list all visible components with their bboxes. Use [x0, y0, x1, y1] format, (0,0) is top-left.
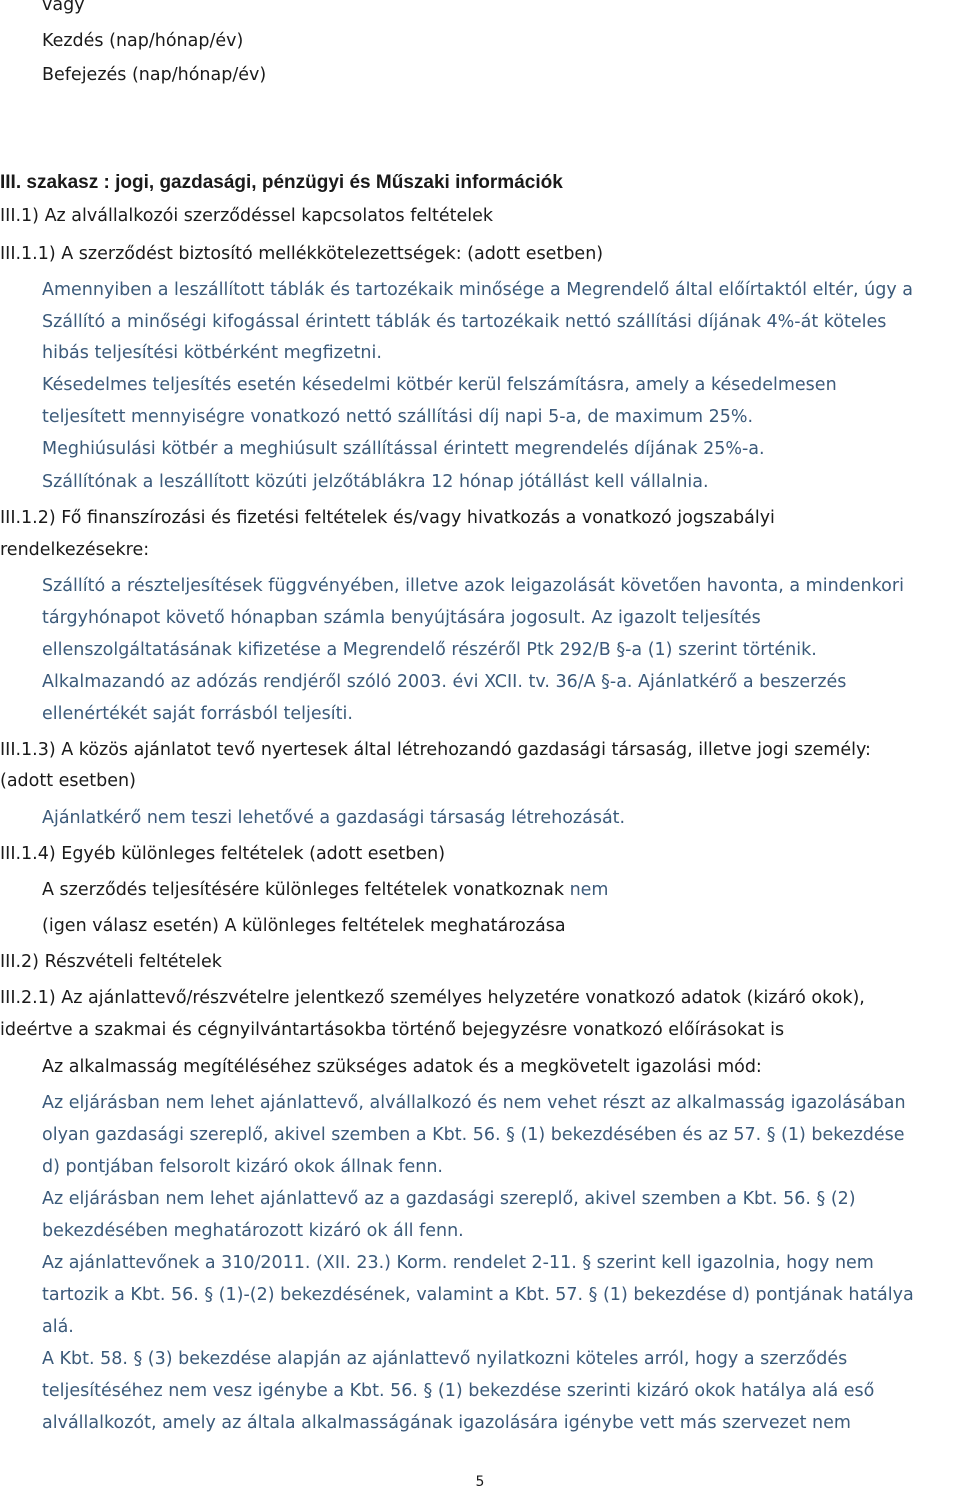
text-fragment: A szerződés teljesítésére különleges feltételek vonatkoznak — [42, 880, 564, 900]
text-line: Az eljárásban nem lehet ajánlattevő, alvállalkozó és nem vehet részt az alkalmasság igazolásában — [42, 1093, 906, 1113]
text-line: alvállalkozót, amely az általa alkalmasságának igazolására igénybe vett más szervezet nem — [42, 1413, 851, 1433]
text-line: Szállító a részteljesítések függvényében, illetve azok leigazolását követően havonta, a mindenkori — [42, 576, 904, 596]
subsection-heading: rendelkezésekre: — [0, 540, 150, 560]
text-line: Késedelmes teljesítés esetén késedelmi kötbér kerül felszámításra, amely a késedelmesen — [42, 375, 837, 395]
subsection-heading: III.1.1) A szerződést biztosító mellékkötelezettségek: (adott esetben) — [0, 244, 604, 264]
text-line: Szállítónak a leszállított közúti jelzőtáblákra 12 hónap jótállást kell vállalnia. — [42, 472, 709, 492]
text-line: Alkalmazandó az adózás rendjéről szóló 2003. évi XCII. tv. 36/A §-a. Ajánlatkérő a beszerzés — [42, 672, 847, 692]
text-line: hibás teljesítési kötbérként megfizetni. — [42, 343, 382, 363]
text-line: Szállító a minőségi kifogással érintett táblák és tartozékaik nettó szállítási díjának 4%-át köteles — [42, 312, 887, 332]
text-line: ellenszolgáltatásának kifizetése a Megrendelő részéről Ptk 292/B §-a (1) szerint történik. — [42, 640, 817, 660]
text-line: teljesítéséhez nem vesz igénybe a Kbt. 56. § (1) bekezdése szerinti kizáró okok hatálya alá eső — [42, 1381, 875, 1401]
text-line: Befejezés (nap/hónap/év) — [42, 65, 267, 85]
text-line: A Kbt. 58. § (3) bekezdése alapján az ajánlattevő nyilatkozni köteles arról, hogy a szerződés — [42, 1349, 848, 1369]
text-line: olyan gazdasági szereplő, akivel szemben a Kbt. 56. § (1) bekezdésében és az 57. § (1) bekezdése — [42, 1125, 905, 1145]
text-line: vagy — [42, 0, 85, 15]
text-line: bekezdésében meghatározott kizáró ok áll fenn. — [42, 1221, 464, 1241]
text-line: d) pontjában felsorolt kizáró okok állnak fenn. — [42, 1157, 443, 1177]
text-line: alá. — [42, 1317, 74, 1337]
subsection-heading: III.1.3) A közös ajánlatot tevő nyertesek által létrehozandó gazdasági társaság, illetve jogi személy: — [0, 740, 871, 760]
subsection-heading: (adott esetben) — [0, 771, 136, 791]
text-line — [42, 882, 608, 900]
subsection-heading: III.1) Az alvállalkozói szerződéssel kapcsolatos feltételek — [0, 206, 494, 226]
subsection-heading: ideértve a szakmai és cégnyilvántartásokba történő bejegyzésre vonatkozó előírásokat is — [0, 1020, 785, 1040]
text-line: tartozik a Kbt. 56. § (1)-(2) bekezdésének, valamint a Kbt. 57. § (1) bekezdése d) pontjának hatálya — [42, 1285, 914, 1305]
text-line: teljesített mennyiségre vonatkozó nettó szállítási díj napi 5-a, de maximum 25%. — [42, 407, 754, 427]
subsection-heading: III.1.2) Fő finanszírozási és fizetési feltételek és/vagy hivatkozás a vonatkozó jogszabályi — [0, 508, 775, 528]
text-line: Ajánlatkérő nem teszi lehetővé a gazdasági társaság létrehozását. — [42, 808, 626, 828]
text-line: tárgyhónapot követő hónapban számla benyújtására jogosult. Az igazolt teljesítés — [42, 608, 761, 628]
text-line: Kezdés (nap/hónap/év) — [42, 31, 244, 51]
text-line: (igen válasz esetén) A különleges feltételek meghatározása — [42, 916, 566, 936]
text-line: Amennyiben a leszállított táblák és tartozékaik minősége a Megrendelő által előírtaktól eltér, úgy a — [42, 280, 914, 300]
page-number: 5 — [475, 1474, 485, 1490]
section-heading: III. szakasz : jogi, gazdasági, pénzügyi és Műszaki információk — [0, 172, 563, 193]
subsection-heading: III.2.1) Az ajánlattevő/részvételre jelentkező személyes helyzetére vonatkozó adatok (kizáró okok), — [0, 988, 865, 1008]
text-line: Az alkalmasság megítéléséhez szükséges adatok és a megkövetelt igazolási mód: — [42, 1057, 762, 1077]
answer-value: nem — [569, 880, 609, 900]
text-line: ellenértékét saját forrásból teljesíti. — [42, 704, 353, 724]
subsection-heading: III.2) Részvételi feltételek — [0, 952, 222, 972]
subsection-heading: III.1.4) Egyéb különleges feltételek (adott esetben) — [0, 844, 446, 864]
text-line: Meghiúsulási kötbér a meghiúsult szállítással érintett megrendelés díjának 25%-a. — [42, 439, 765, 459]
text-line: Az ajánlattevőnek a 310/2011. (XII. 23.) Korm. rendelet 2-11. § szerint kell igazolnia, hogy nem — [42, 1253, 874, 1273]
text-line: Az eljárásban nem lehet ajánlattevő az a gazdasági szereplő, akivel szemben a Kbt. 56. § (2) — [42, 1189, 856, 1209]
